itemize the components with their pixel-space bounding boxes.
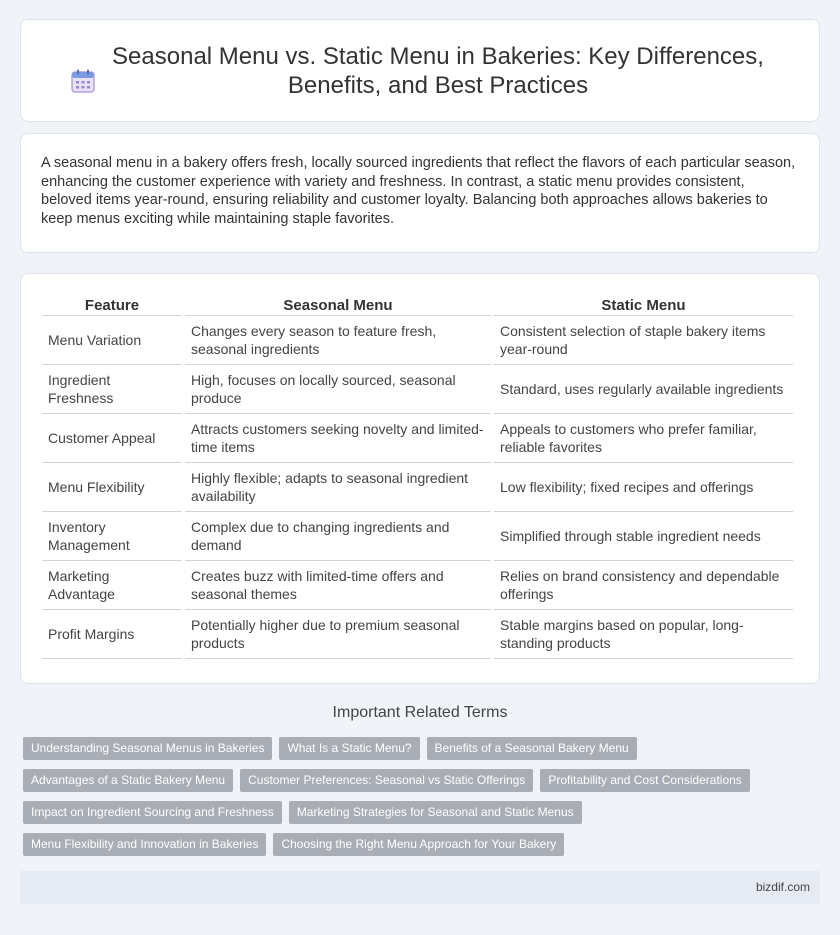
related-terms-heading: Important Related Terms [332,704,508,721]
cell-feature: Menu Variation [42,316,182,365]
cell-static: Stable margins based on popular, long-standing products [494,610,793,659]
header-seasonal-menu: Seasonal Menu [185,294,491,316]
related-terms-list [23,737,783,856]
related-term-tag[interactable]: Impact on Ingredient Sourcing and Freshness [23,801,282,824]
cell-seasonal: Potentially higher due to premium seasonal products [185,610,491,659]
related-term-tag[interactable]: Marketing Strategies for Seasonal and Static Menus [289,801,582,824]
cell-static: Consistent selection of staple bakery items year-round [494,316,793,365]
comparison-table [39,294,796,659]
related-term-tag[interactable]: Understanding Seasonal Menus in Bakeries [23,737,272,760]
cell-seasonal: Highly flexible; adapts to seasonal ingredient availability [185,463,491,512]
cell-static: Standard, uses regularly available ingredients [494,365,793,414]
related-term-tag[interactable]: Benefits of a Seasonal Bakery Menu [427,737,637,760]
cell-seasonal: Complex due to changing ingredients and demand [185,512,491,561]
related-term-tag[interactable]: Customer Preferences: Seasonal vs Static Offerings [240,769,533,792]
cell-static: Appeals to customers who prefer familiar, reliable favorites [494,414,793,463]
table-row [42,316,793,365]
cell-static: Relies on brand consistency and dependable offerings [494,561,793,610]
cell-seasonal: Creates buzz with limited-time offers and seasonal themes [185,561,491,610]
related-term-tag[interactable]: What Is a Static Menu? [279,737,419,760]
intro-card [20,133,820,253]
footer-site-link[interactable]: bizdif.com [755,880,810,894]
title-card [20,19,820,122]
table-row [42,365,793,414]
cell-seasonal: High, focuses on locally sourced, seasonal produce [185,365,491,414]
intro-paragraph: A seasonal menu in a bakery offers fresh, locally sourced ingredients that reflect the flavors of each particular season, enhancing the customer experience with variety and freshness. In contrast, a static menu provides consistent, beloved items year-round, ensuring reliability and customer loyalty. Balancing both approaches allows bakeries to keep menus exciting while maintaining staple favorites. [41,155,796,227]
cell-seasonal: Changes every season to feature fresh, seasonal ingredients [185,316,491,365]
footer [20,871,820,904]
cell-feature: Menu Flexibility [42,463,182,512]
cell-static: Low flexibility; fixed recipes and offerings [494,463,793,512]
table-row [42,512,793,561]
related-term-tag[interactable]: Profitability and Cost Considerations [540,769,749,792]
related-term-tag[interactable]: Choosing the Right Menu Approach for Your Bakery [273,833,564,856]
table-row [42,463,793,512]
calendar-icon [70,68,96,94]
table-header-row [42,294,793,316]
header-feature: Feature [42,294,182,316]
cell-feature: Profit Margins [42,610,182,659]
table-row [42,414,793,463]
cell-feature: Inventory Management [42,512,182,561]
comparison-table-card [20,273,820,684]
cell-feature: Customer Appeal [42,414,182,463]
table-row [42,610,793,659]
header-static-menu: Static Menu [494,294,793,316]
cell-seasonal: Attracts customers seeking novelty and limited-time items [185,414,491,463]
related-term-tag[interactable]: Advantages of a Static Bakery Menu [23,769,233,792]
cell-static: Simplified through stable ingredient needs [494,512,793,561]
cell-feature: Marketing Advantage [42,561,182,610]
cell-feature: Ingredient Freshness [42,365,182,414]
page-title: Seasonal Menu vs. Static Menu in Bakeries: Key Differences, Benefits, and Best Practices [112,42,764,99]
table-row [42,561,793,610]
related-term-tag[interactable]: Menu Flexibility and Innovation in Bakeries [23,833,266,856]
